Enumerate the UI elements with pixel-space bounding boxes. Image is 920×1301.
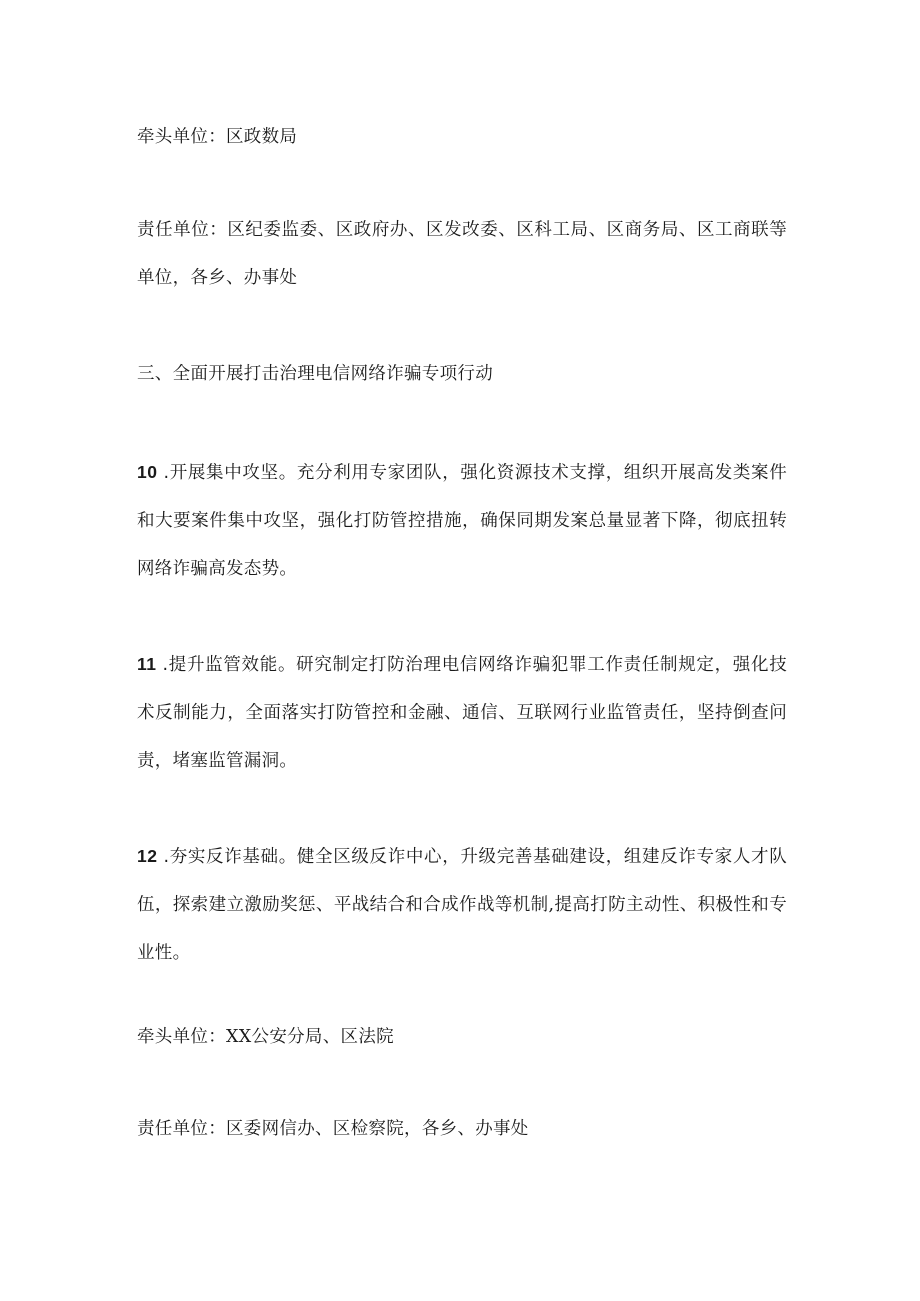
responsible-units-line: 责任单位：区纪委监委、区政府办、区发改委、区科工局、区商务局、区工商联等单位，各乡、办事处: [137, 220, 787, 288]
item-number: 12: [137, 846, 158, 866]
lead-unit-line: 牵头单位：区政数局: [137, 127, 298, 147]
responsible-units-line: 责任单位：区委网信办、区检察院，各乡、办事处: [137, 1119, 529, 1139]
item-separator: .: [162, 655, 169, 675]
list-item: [137, 448, 787, 593]
lead-unit-line: 牵头单位：XX公安分局、区法院: [137, 1027, 394, 1047]
list-item: [137, 832, 787, 977]
item-text: 开展集中攻坚。充分利用专家团队，强化资源技术支撑，组织开展高发类案件和大要案件集中攻坚，强化打防管控措施，确保同期发案总量显著下降，彻底扭转网络诈骗高发态势。: [137, 463, 787, 579]
item-text: 提升监管效能。研究制定打防治理电信网络诈骗犯罪工作责任制规定，强化技术反制能力，全面落实打防管控和金融、通信、互联网行业监管责任，坚持倒查问责，堵塞监管漏洞。: [137, 655, 787, 771]
item-number: 11: [137, 654, 157, 674]
item-separator: .: [163, 463, 170, 483]
item-number: 10: [137, 462, 158, 482]
item-separator: .: [163, 847, 170, 867]
item-text: 夯实反诈基础。健全区级反诈中心，升级完善基础建设，组建反诈专家人才队伍，探索建立激励奖惩、平战结合和合成作战等机制,提高打防主动性、积极性和专业性。: [137, 847, 787, 963]
list-item: [137, 640, 787, 785]
section-heading: 三、全面开展打击治理电信网络诈骗专项行动: [137, 364, 493, 384]
